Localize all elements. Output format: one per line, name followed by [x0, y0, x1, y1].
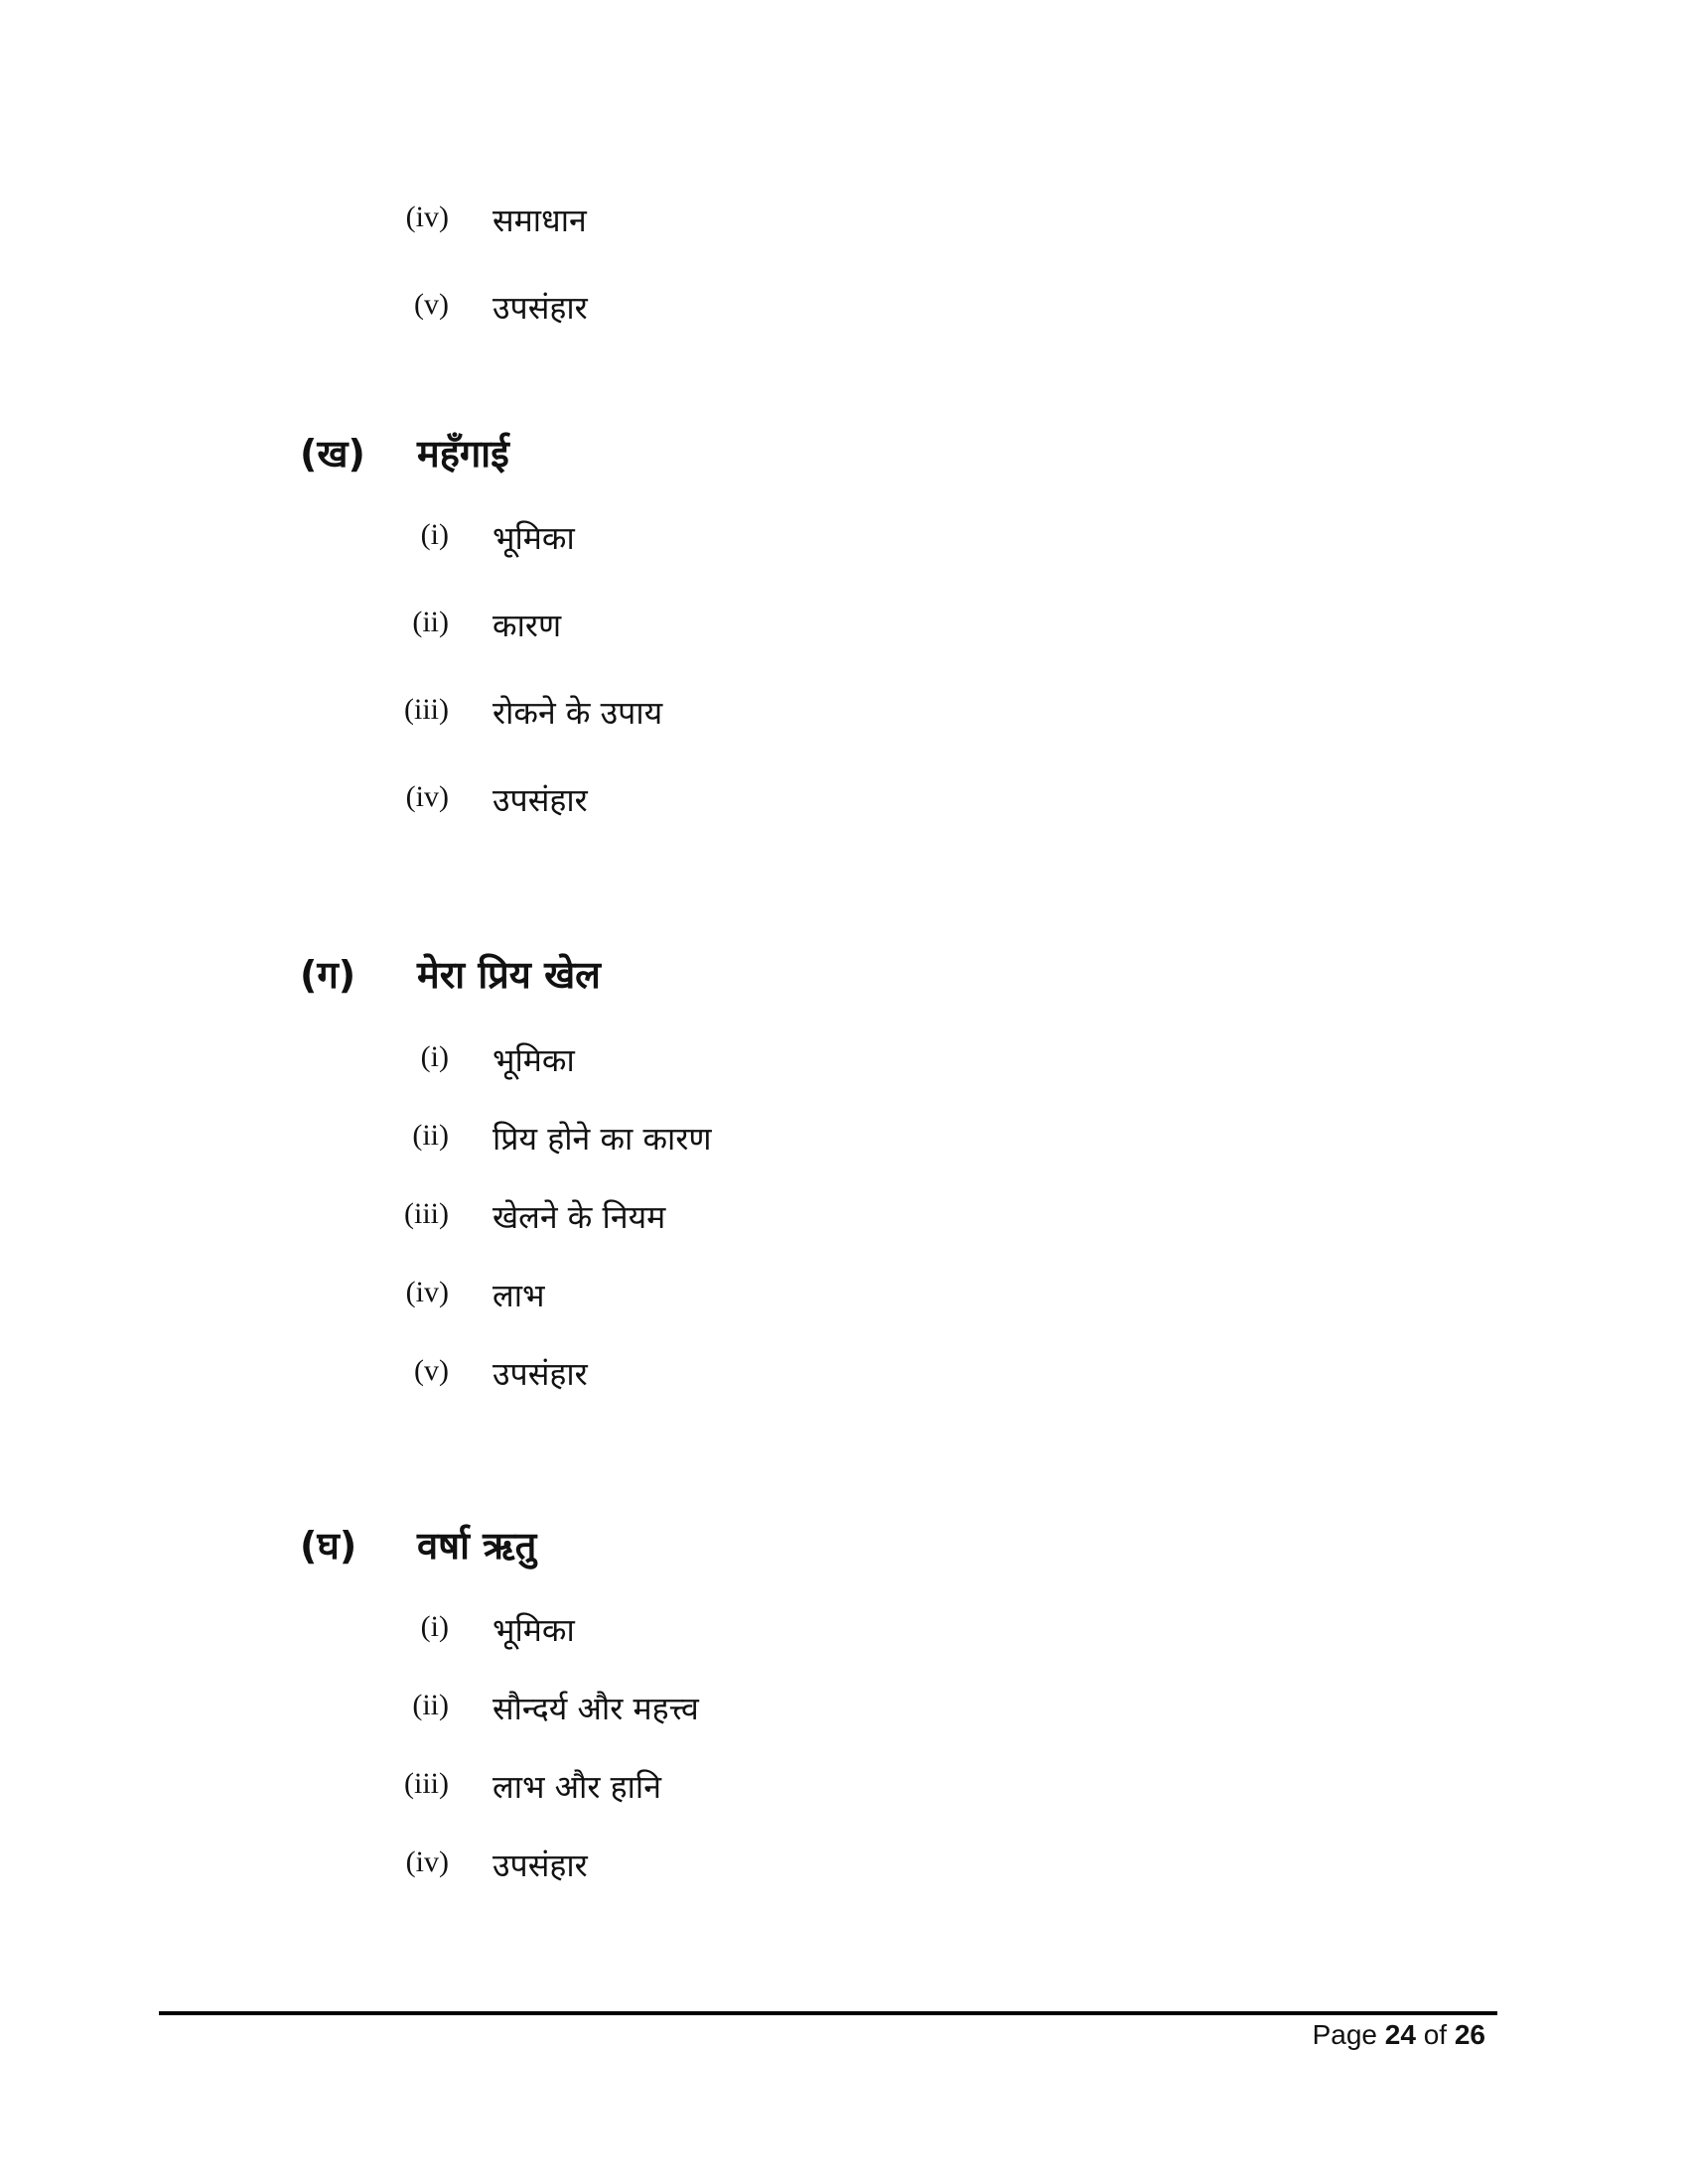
item-text: उपसंहार	[492, 781, 588, 819]
item-number: (ii)	[412, 1689, 449, 1721]
item-number: (iv)	[405, 1276, 449, 1308]
item-text: उपसंहार	[492, 1355, 588, 1393]
item-number: (i)	[420, 1610, 449, 1643]
footer-divider	[159, 2011, 1497, 2015]
item-number: (iv)	[405, 1845, 449, 1878]
item-text: भूमिका	[492, 1611, 575, 1649]
page-prefix: Page	[1312, 2019, 1377, 2050]
item-number: (v)	[414, 1354, 449, 1387]
item-number: (i)	[420, 518, 449, 551]
section-label: (घ)	[300, 1524, 357, 1568]
item-number: (v)	[414, 288, 449, 321]
item-number: (iii)	[404, 1767, 449, 1800]
item-text: भूमिका	[492, 1041, 575, 1079]
section-title: महँगाई	[417, 432, 509, 476]
page-current: 24	[1384, 2019, 1416, 2050]
section-title: मेरा प्रिय खेल	[417, 953, 601, 997]
item-number: (iii)	[404, 1197, 449, 1230]
page-total: 26	[1454, 2019, 1485, 2050]
item-number: (i)	[420, 1040, 449, 1073]
item-text: लाभ	[492, 1277, 545, 1314]
item-number: (iii)	[404, 693, 449, 726]
section-label: (ख)	[300, 432, 365, 476]
item-text: खेलने के नियम	[492, 1198, 666, 1236]
item-text: उपसंहार	[492, 289, 588, 327]
page-of: of	[1423, 2019, 1448, 2050]
item-number: (ii)	[412, 606, 449, 638]
item-text: सौन्दर्य और महत्त्व	[492, 1690, 699, 1727]
item-text: प्रिय होने का कारण	[492, 1120, 712, 1158]
item-number: (iv)	[405, 201, 449, 233]
section-label: (ग)	[300, 953, 356, 997]
item-text: भूमिका	[492, 519, 575, 557]
item-text: समाधान	[492, 202, 587, 239]
item-text: कारण	[492, 607, 562, 644]
item-number: (ii)	[412, 1119, 449, 1152]
page-number	[1313, 2019, 1485, 2051]
item-text: उपसंहार	[492, 1846, 588, 1884]
section-title: वर्षा ऋतु	[417, 1524, 537, 1568]
item-number: (iv)	[405, 780, 449, 813]
item-text: लाभ और हानि	[492, 1768, 661, 1806]
item-text: रोकने के उपाय	[492, 694, 663, 732]
